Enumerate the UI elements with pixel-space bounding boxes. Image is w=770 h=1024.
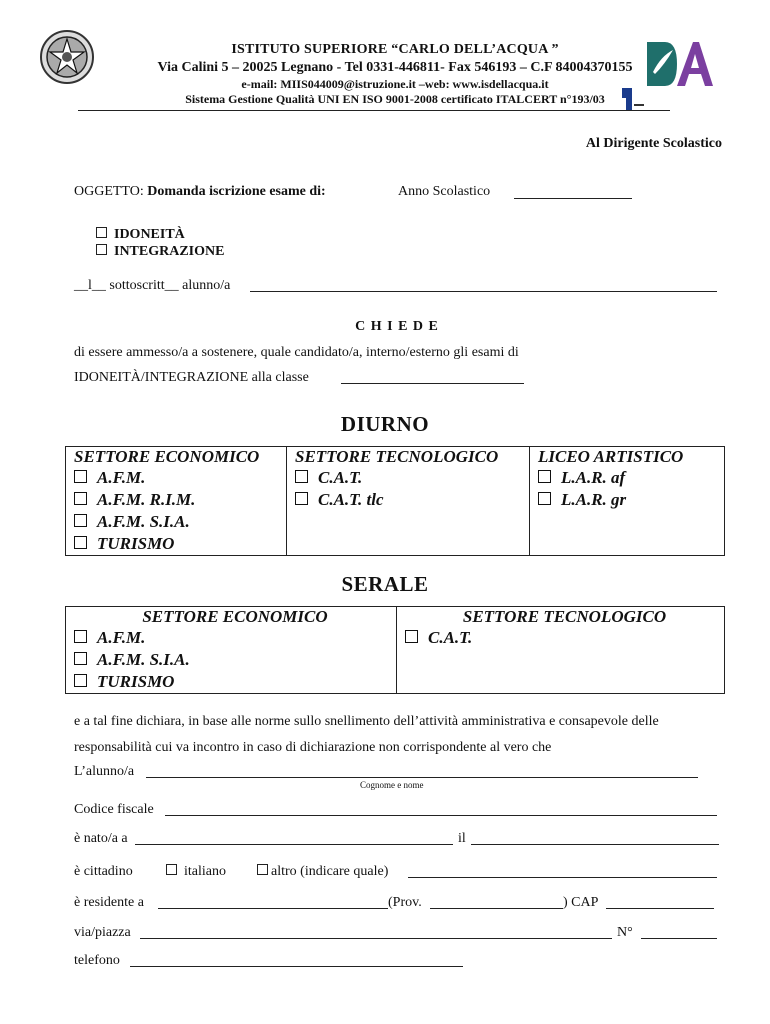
residence-city-field[interactable]	[158, 908, 388, 909]
signer-prefix: __l__	[74, 278, 106, 293]
serale-col-tecnologico	[397, 607, 725, 694]
province-field[interactable]	[430, 908, 563, 909]
signer-text: sottoscritt__ alunno/a	[109, 278, 231, 293]
subject-line	[74, 184, 326, 200]
school-year-field[interactable]	[514, 198, 632, 199]
option-label: A.F.M. R.I.M.	[97, 490, 196, 509]
diurno-col-tecnologico	[287, 447, 530, 556]
born-label: è nato/a a	[74, 831, 128, 846]
signer-line	[74, 278, 230, 294]
request-heading: C H I E D E	[355, 319, 439, 334]
option-label: A.F.M. S.I.A.	[97, 512, 190, 531]
prov-label: (Prov.	[388, 895, 422, 910]
option-afm[interactable]	[74, 467, 286, 489]
diurno-title: DIURNO	[340, 412, 430, 436]
resident-label: è residente a	[74, 895, 144, 910]
declaration-line-2: responsabilità cui va incontro in caso di dichiarazione non corrispondente al vero che	[74, 740, 552, 755]
declaration-line-1: e a tal fine dichiara, in base alle norme sullo snellimento dell’attività amministrativa e consapevole delle	[74, 714, 659, 729]
checkbox[interactable]	[295, 492, 308, 505]
option-label: C.A.T.	[428, 628, 473, 647]
option-turismo[interactable]	[74, 533, 286, 555]
request-line-1: di essere ammesso/a a sostenere, quale candidato/a, interno/esterno gli esami di	[74, 345, 519, 360]
cap-label: ) CAP	[563, 895, 599, 910]
diurno-table	[65, 446, 725, 556]
class-field[interactable]	[341, 383, 524, 384]
street-field[interactable]	[140, 938, 612, 939]
option-label: TURISMO	[97, 534, 175, 553]
option-label: A.F.M. S.I.A.	[97, 650, 190, 669]
column-heading: LICEO ARTISTICO	[538, 447, 684, 466]
option-label: italiano	[184, 864, 226, 879]
student-name-field[interactable]	[250, 291, 717, 292]
checkbox[interactable]	[96, 227, 107, 238]
quality-certification: Sistema Gestione Qualità UNI EN ISO 9001-2008 certificato ITALCERT n°193/03	[185, 92, 605, 106]
checkbox[interactable]	[74, 514, 87, 527]
option-afm-rim[interactable]	[74, 489, 286, 511]
subject-text: Domanda iscrizione esame di:	[147, 184, 326, 199]
diurno-col-liceo	[530, 447, 725, 556]
column-heading: SETTORE TECNOLOGICO	[462, 607, 667, 626]
republic-emblem-logo	[38, 28, 96, 86]
option-turismo[interactable]	[74, 671, 396, 693]
checkbox[interactable]	[74, 536, 87, 549]
phone-field[interactable]	[130, 966, 463, 967]
checkbox[interactable]	[166, 864, 177, 875]
option-cat-tlc[interactable]	[295, 489, 529, 511]
checkbox[interactable]	[74, 652, 87, 665]
school-contact: e-mail: MIIS044009@istruzione.it –web: www.isdellacqua.it	[241, 77, 549, 91]
checkbox[interactable]	[295, 470, 308, 483]
column-heading: SETTORE TECNOLOGICO	[295, 447, 499, 466]
option-afm-sia[interactable]	[74, 649, 396, 671]
birthplace-field[interactable]	[135, 844, 453, 845]
phone-label: telefono	[74, 953, 120, 968]
exam-option-integrazione[interactable]	[96, 244, 224, 260]
student-label: L’alunno/a	[74, 764, 135, 779]
recipient: Al Dirigente Scolastico	[585, 136, 722, 151]
student-fullname-field[interactable]	[146, 777, 698, 778]
subject-label: OGGETTO:	[74, 184, 144, 199]
house-number-field[interactable]	[641, 938, 717, 939]
checkbox[interactable]	[74, 492, 87, 505]
column-heading: SETTORE ECONOMICO	[74, 447, 260, 466]
column-heading: SETTORE ECONOMICO	[142, 607, 328, 626]
diurno-col-economico	[66, 447, 287, 556]
exam-option-label: INTEGRAZIONE	[114, 244, 225, 259]
option-cat[interactable]	[295, 467, 529, 489]
tax-code-label: Codice fiscale	[74, 802, 154, 817]
option-label: TURISMO	[97, 672, 175, 691]
checkbox[interactable]	[74, 630, 87, 643]
checkbox[interactable]	[74, 674, 87, 687]
serale-title: SERALE	[341, 572, 429, 596]
checkbox[interactable]	[257, 864, 268, 875]
school-address: Via Calini 5 – 20025 Legnano - Tel 0331-446811- Fax 546193 – C.F 84004370155	[157, 60, 633, 75]
checkbox[interactable]	[96, 244, 107, 255]
checkbox[interactable]	[538, 470, 551, 483]
number-label: N°	[617, 925, 633, 940]
citizen-label: è cittadino	[74, 864, 133, 879]
citizenship-field[interactable]	[408, 877, 717, 878]
serale-table	[65, 606, 725, 694]
checkbox[interactable]	[74, 470, 87, 483]
citizen-option-other[interactable]	[257, 864, 388, 880]
birthdate-field[interactable]	[471, 844, 719, 845]
citizen-option-italian[interactable]	[166, 864, 226, 880]
option-label: A.F.M.	[97, 468, 146, 487]
option-cat[interactable]	[405, 627, 724, 649]
option-label: L.A.R. gr	[561, 490, 627, 509]
option-lar-gr[interactable]	[538, 489, 724, 511]
option-afm[interactable]	[74, 627, 396, 649]
option-afm-sia[interactable]	[74, 511, 286, 533]
school-name: ISTITUTO SUPERIORE “CARLO DELL’ACQUA ”	[231, 42, 559, 57]
option-label: A.F.M.	[97, 628, 146, 647]
option-label: altro (indicare quale)	[271, 864, 389, 879]
option-label: C.A.T.	[318, 468, 363, 487]
option-label: C.A.T. tlc	[318, 490, 384, 509]
tax-code-field[interactable]	[165, 815, 717, 816]
exam-option-idoneita[interactable]	[96, 227, 185, 243]
born-on-label: il	[458, 831, 466, 846]
option-lar-af[interactable]	[538, 467, 724, 489]
student-caption: Cognome e nome	[360, 780, 424, 790]
school-year-label: Anno Scolastico	[398, 184, 491, 199]
checkbox[interactable]	[538, 492, 551, 505]
checkbox[interactable]	[405, 630, 418, 643]
option-label: L.A.R. af	[561, 468, 626, 487]
request-line-2: IDONEITÀ/INTEGRAZIONE alla classe	[74, 370, 309, 385]
exam-option-label: IDONEITÀ	[114, 227, 185, 242]
serale-col-economico	[66, 607, 397, 694]
street-label: via/piazza	[74, 925, 131, 940]
cap-field[interactable]	[606, 908, 714, 909]
header-divider	[78, 110, 670, 111]
